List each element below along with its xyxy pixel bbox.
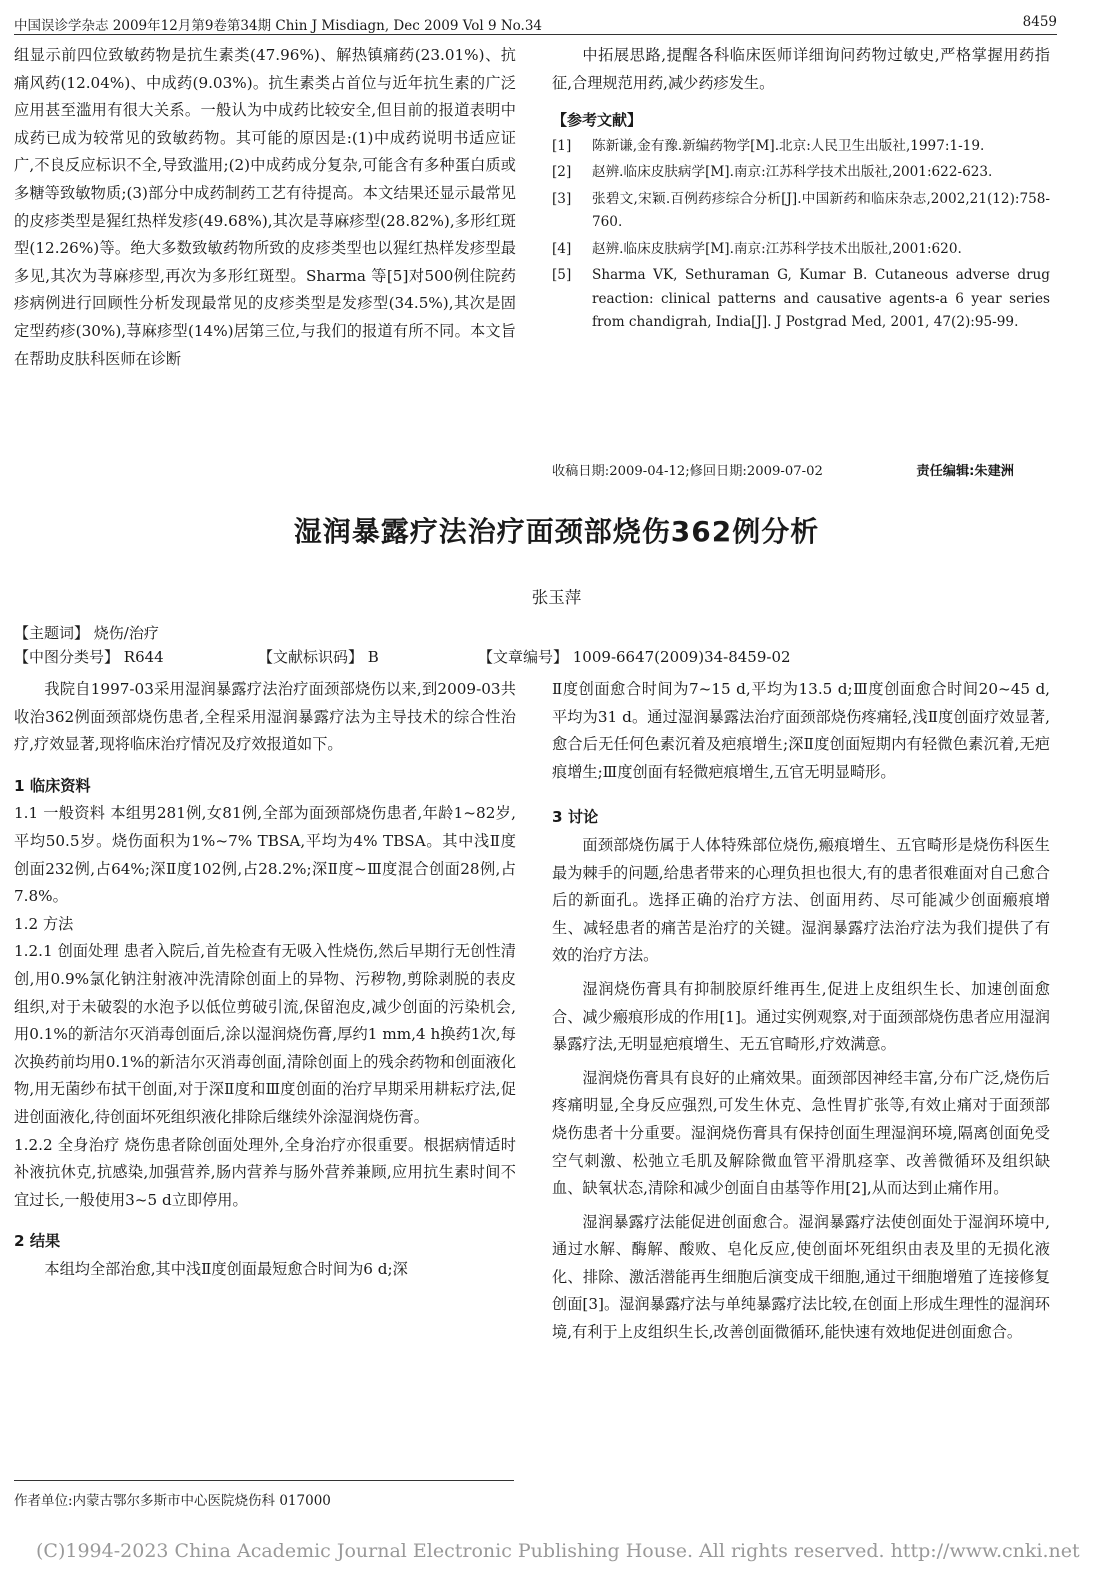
clc-number: 【中图分类号】 R644 (14, 648, 164, 666)
keywords: 【主题词】 烧伤/治疗 (14, 624, 159, 642)
discussion-paragraph: 湿润烧伤膏具有良好的止痛效果。面颈部因神经丰富,分布广泛,烧伤后疼痛明显,全身反应强烈,可发生休克、急性胃扩张等,有效止痛对于面颈部烧伤患者十分重要。湿润烧伤膏具有保持创面生理湿润环境,隔离创面免受空气刺激、松弛立毛肌及解除微血管平滑肌痉挛、改善微循环及组织缺血、缺氧状态,清除和减少创面自由基等作用[2],从而达到止痛作用。 (552, 1068, 1050, 1198)
article-right-column (552, 676, 1050, 1347)
section-heading: 3 讨论 (552, 808, 599, 827)
received-dates (552, 460, 1022, 479)
responsible-editor: 责任编辑:朱建洲 (916, 464, 1014, 479)
article-title: 湿润暴露疗法治疗面颈部烧伤362例分析 (293, 515, 820, 548)
document-code: 【文献标识码】 B (258, 648, 379, 666)
prev-article-paragraph: 组显示前四位致敏药物是抗生素类(47.96%)、解热镇痛药(23.01%)、抗痛风药(12.04%)、中成药(9.03%)。抗生素类占首位与近年抗生素的广泛应用甚至滥用有很大关系。一般认为中成药比较安全,但目前的报道表明中成药已成为较常见的致敏药物。其可能的原因是:(1)中成药说明书适应证广,不良反应标识不全,导致滥用;(2)中成药成分复杂,可能含有多种蛋白质或多糖等致敏物质;(3)部分中成药制药工艺有待提高。本文结果还显示最常见的皮疹类型是猩红热样发疹(49.68%),其次是荨麻疹型(28.82%),多形红斑型(12.26%)等。绝大多数致敏药物所致的皮疹类型也以猩红热样发疹型最多见,其次为荨麻疹型,再次为多形红斑型。Sharma 等[5]对500例住院药疹病例进行回顾性分析发现最常见的皮疹类型是发疹型(34.5%),其次是固定型药疹(30%),荨麻疹型(14%)居第三位,与我们的报道有所不同。本文旨在帮助皮肤科医师在诊断 (14, 46, 516, 368)
prev-article-left-column (14, 42, 516, 373)
subsection-general: 1.1 一般资料 本组男281例,女81例,全部为面颈部烧伤患者,年龄1~82岁,平均50.5岁。烧伤面积为1%~7% TBSA,平均为4% TBSA。其中浅Ⅱ度创面232例,占64%;深Ⅱ度102例,占28.2%;深Ⅱ度~Ⅲ度混合创面28例,占7.8%。 (14, 804, 516, 906)
author-affiliation: 作者单位:内蒙古鄂尔多斯市中心医院烧伤科 017000 (14, 1480, 514, 1509)
subsection-heading: 1.2 方法 (14, 914, 74, 933)
prev-article-conclusion: 中拓展思路,提醒各科临床医师详细询问药物过敏史,严格掌握用药指征,合理规范用药,减少药疹发生。 (552, 46, 1050, 92)
article-number: 【文章编号】 1009-6647(2009)34-8459-02 (478, 648, 791, 666)
intro-paragraph: 我院自1997-03采用湿润暴露疗法治疗面颈部烧伤以来,到2009-03共收治362例面颈部烧伤患者,全程采用湿润暴露疗法为主导技术的综合性治疗,疗效显著,现将临床治疗情况及疗效报道如下。 (14, 680, 516, 754)
subsection-wound-care: 1.2.1 创面处理 患者入院后,首先检查有无吸入性烧伤,然后早期行无创性清创,用0.9%氯化钠注射液冲洗清除创面上的异物、污秽物,剪除剥脱的表皮组织,对于未破裂的水泡予以低位剪破引流,保留泡皮,减少创面的污染机会,用0.1%的新洁尔灭消毒创面后,涂以湿润烧伤膏,厚约1 mm,4 h换药1次,每次换药前均用0.1%的新洁尔灭消毒创面,清除创面上的残余药物和创面液化物,用无菌纱布拭干创面,对于深Ⅱ度和Ⅲ度创面的治疗早期采用耕耘疗法,促进创面液化,待创面坏死组织液化排除后继续外涂湿润烧伤膏。 (14, 942, 516, 1126)
results-paragraph: 本组均全部治愈,其中浅Ⅱ度创面最短愈合时间为6 d;深 (44, 1259, 408, 1278)
prev-article-right-column (552, 42, 1050, 338)
reference-item: [4] 赵辨.临床皮肤病学[M].南京:江苏科学技术出版社,2001:620. (552, 240, 962, 257)
running-header (14, 14, 1057, 35)
discussion-paragraph: 湿润暴露疗法能促进创面愈合。湿润暴露疗法使创面处于湿润环境中,通过水解、酶解、酸败、皂化反应,使创面坏死组织由表及里的无损化液化、排除、激活潜能再生细胞后演变成干细胞,通过干细胞增殖了连接修复创面[3]。湿润暴露疗法与单纯暴露疗法比较,在创面上形成生理性的湿润环境,有利于上皮组织生长,改善创面微循环,能快速有效地促进创面愈合。 (552, 1212, 1050, 1342)
reference-item: [2] 赵辨.临床皮肤病学[M].南京:江苏科学技术出版社,2001:622-623. (552, 164, 993, 181)
section-heading: 2 结果 (14, 1232, 61, 1251)
results-continued: Ⅱ度创面愈合时间为7~15 d,平均为13.5 d;Ⅲ度创面愈合时间20~45 d,平均为31 d。通过湿润暴露法治疗面颈部烧伤疼痛轻,浅Ⅱ度创面疗效显著,愈合后无任何色素沉着及疤痕增生;深Ⅱ度创面短期内有轻微色素沉着,无疤痕增生;Ⅲ度创面有轻微疤痕增生,五官无明显畸形。 (552, 680, 1050, 781)
section-heading: 1 临床资料 (14, 776, 91, 795)
journal-citation: 中国误诊学杂志 2009年12月第9卷第34期 Chin J Misdiagn, Dec 2009 Vol 9 No.34 (14, 18, 543, 34)
article-left-column (14, 676, 516, 1283)
references-heading: 【参考文献】 (552, 111, 643, 130)
reference-item: [5] Sharma VK, Sethuraman G, Kumar B. Cutaneous adverse drug reaction: clinical patterns and causative agents-a 6 year series from chandigrah, India[J]. J Postgrad Med, 2001, 47(2):95-99. (552, 267, 1050, 331)
discussion-paragraph: 湿润烧伤膏具有抑制胶原纤维再生,促进上皮组织生长、加速创面愈合、减少瘢痕形成的作用[1]。通过实例观察,对于面颈部烧伤患者应用湿润暴露疗法,无明显疤痕增生、无五官畸形,疗效满意。 (552, 979, 1050, 1054)
copyright-watermark: (C)1994-2023 China Academic Journal Electronic Publishing House. All rights reserved. http://www.cnki.net (36, 1540, 1080, 1562)
reference-list (552, 135, 1050, 335)
subsection-systemic: 1.2.2 全身治疗 烧伤患者除创面处理外,全身治疗亦很重要。根据病情适时补液抗休克,抗感染,加强营养,肠内营养与肠外营养兼顾,应用抗生素时间不宜过长,一般使用3~5 d立即停用。 (14, 1135, 516, 1209)
discussion-paragraph: 面颈部烧伤属于人体特殊部位烧伤,瘢痕增生、五官畸形是烧伤科医生最为棘手的问题,给患者带来的心理负担也很大,有的患者很难面对自己愈合后的新面孔。选择正确的治疗方法、创面用药、尽可能减少创面瘢痕增生、减轻患者的痛苦是治疗的关键。湿润暴露疗法治疗法为我们提供了有效的治疗方法。 (552, 835, 1050, 965)
article-author: 张玉萍 (531, 588, 582, 607)
reference-item: [3] 张碧文,宋颖.百例药疹综合分析[J].中国新药和临床杂志,2002,21(12):758-760. (552, 190, 1050, 231)
reference-item: [1] 陈新谦,金有豫.新编药物学[M].北京:人民卫生出版社,1997:1-19. (552, 137, 985, 154)
received-date-text: 收稿日期:2009-04-12;修回日期:2009-07-02 (552, 464, 823, 479)
page-number: 8459 (1022, 14, 1057, 30)
